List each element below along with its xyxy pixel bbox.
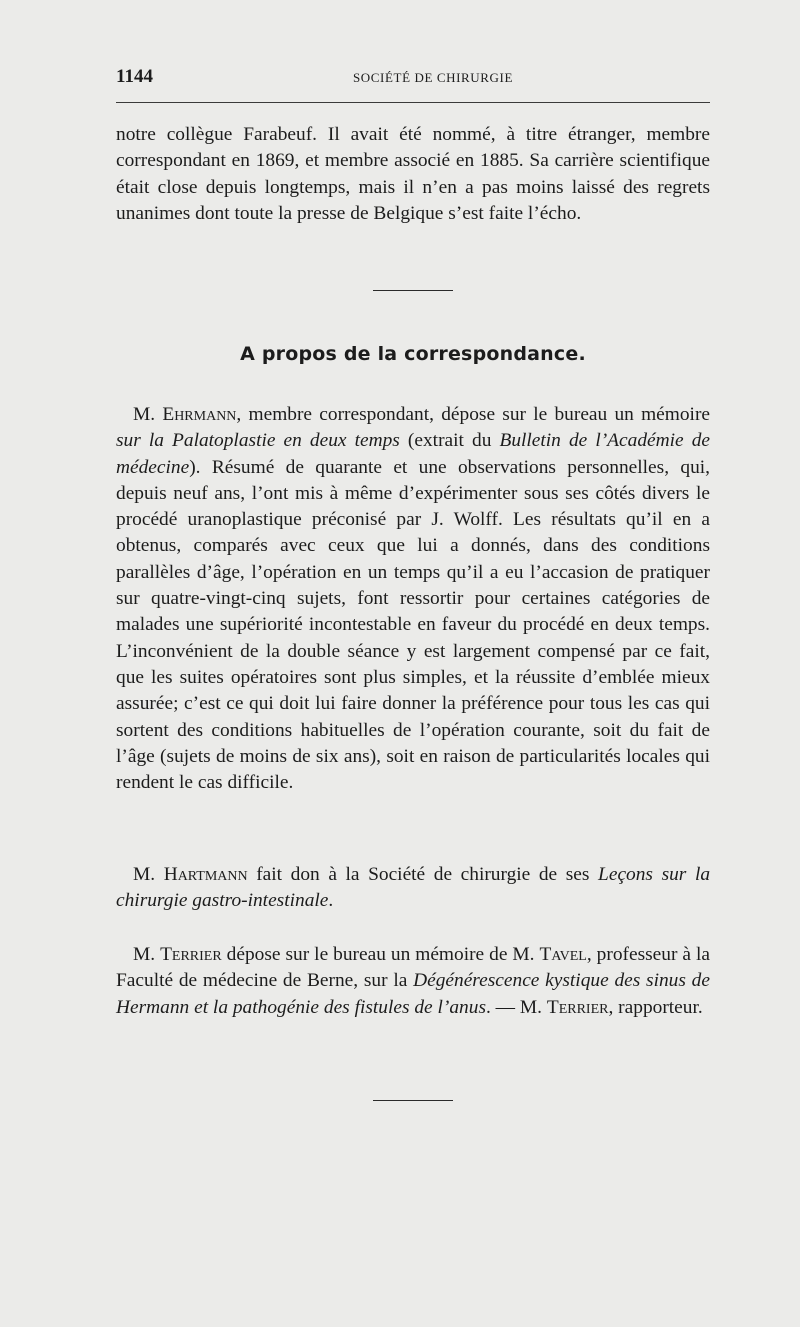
author-name-hartmann: Hartmann [163, 864, 248, 885]
paragraph-hartmann [116, 862, 710, 915]
rapporteur-name: Terrier [546, 996, 609, 1018]
p1-text-1: , membre correspondant, dépose sur le bureau un mémoire [236, 404, 711, 425]
p2-italic-title: Leçons sur la chirurgie gastro-intestinale [116, 864, 711, 912]
end-separator [373, 1100, 453, 1101]
section-separator [373, 290, 453, 291]
p3-text-1: dépose sur le bureau un mémoire de M. [221, 944, 540, 965]
author-name-terrier: Terrier [160, 944, 222, 965]
p3-text-3: . — M. [485, 996, 547, 1018]
p3-text-2: , professeur à la Faculté de médecine de Berne, sur la [116, 944, 710, 992]
page-header [116, 66, 710, 88]
author-name-tavel: Tavel [539, 944, 587, 965]
p3-italic-title: Dégénérescence kystique des sinus de Hermann et la pathogénie des fistules de l’anus [116, 970, 710, 1018]
author-name-ehrmann: Ehrmann [162, 404, 237, 425]
paragraph-terrier [116, 942, 710, 1021]
p2-prefix: M. [133, 864, 164, 885]
p1-text-3: ). Résumé de quarante et une observations personnelles, qui, depuis neuf ans, l’ont mis à même d’expérimenter sous ses côtés divers le procédé uranoplastique préconisé par J. Wolff. Les résultats qu’il en a obtenus, comparés avec ceux que lui a donnés, dans des conditions parallèles d’âge, l’opération en un temps qu’il a eu l’accasion de pratiquer sur quatre-vingt-cinq sujets, font ressortir pour certaines catégories de malades une supériorité incontestable en faveur du procédé en deux temps. L’inconvénient de la double séance y est largement compensé par ce fait, que les suites opératoires sont plus simples, et la réussite d’emblée mieux assurée; c’est ce qui doit lui faire donner la préférence pour tous les cas qui sortent des conditions habituelles de l’opération courante, soit du fait de l’âge (sujets de moins de six ans), soit en raison de particularités locales qui rendent le cas difficile. [116, 456, 710, 794]
p1-italic-title: sur la Palatoplastie en deux temps [116, 430, 400, 452]
page-number: 1144 [116, 66, 153, 87]
running-title: SOCIÉTÉ DE CHIRURGIE [352, 70, 514, 85]
p2-text-2: . [328, 890, 334, 912]
p1-text-2: (extrait du [399, 430, 500, 452]
p2-text-1: fait don à la Société de chirurgie de ses [247, 864, 599, 885]
paragraph-ehrmann [116, 402, 710, 796]
intro-paragraph: notre collègue Farabeuf. Il avait été nommé, à titre étranger, membre correspondant en 1869, et membre associé en 1885. Sa carrière scientifique était close depuis longtemps, mais il n’en a pas moins laissé des regrets unanimes dont toute la presse de Belgique s’est faite l’écho. [116, 124, 710, 224]
p1-prefix: M. [133, 404, 163, 425]
p3-prefix: M. [133, 944, 161, 965]
p3-text-4: , rapporteur. [608, 996, 703, 1018]
header-rule [116, 102, 710, 103]
section-heading: A propos de la correspondance. [240, 343, 586, 365]
p1-italic-source: Bulletin de l’Académie de médecine [116, 430, 710, 478]
